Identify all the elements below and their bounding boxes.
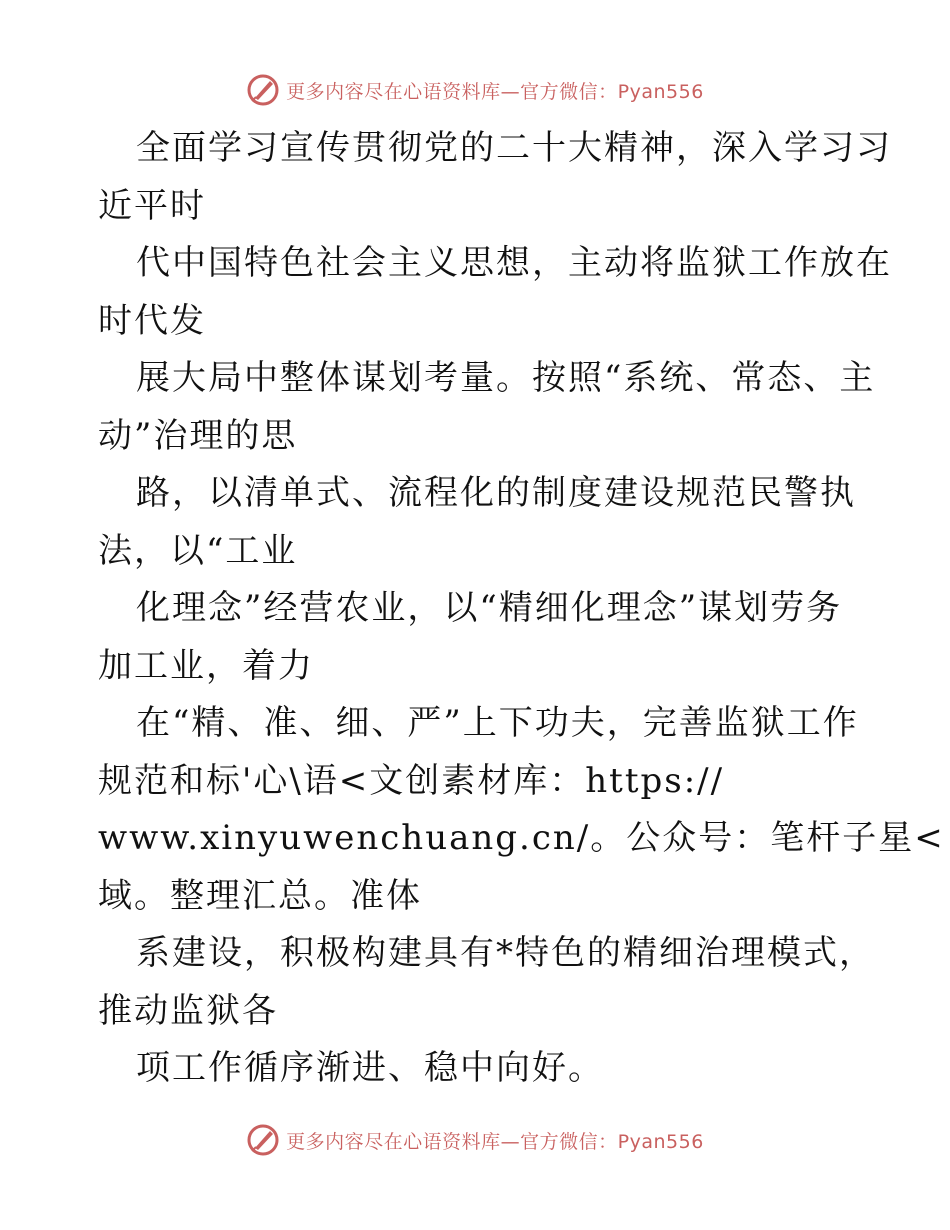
body-line: www.xinyuwenchuang.cn/。公众号：笔杆子星< (98, 818, 945, 858)
quill-logo-icon (246, 73, 280, 107)
body-line: 推动监狱各 (98, 990, 278, 1031)
footer-banner (0, 1120, 950, 1160)
header-banner-text: 更多内容尽在心语资料库—官方微信：Pyan556 (286, 80, 704, 103)
body-line: 动”治理的思 (98, 415, 298, 456)
body-line: 在“精、准、细、严”上下功夫，完善监狱工作 (136, 703, 859, 743)
body-line: 近平时 (98, 185, 206, 226)
body-line: 代中国特色社会主义思想，主动将监狱工作放在 (136, 243, 892, 283)
body-line: 法，以“工业 (98, 530, 298, 571)
body-line: 加工业，着力 (98, 645, 314, 686)
body-line: 系建设，积极构建具有*特色的精细治理模式， (136, 933, 875, 973)
body-line: 展大局中整体谋划考量。按照“系统、常态、主 (136, 358, 876, 398)
quill-logo-icon (246, 1123, 280, 1157)
footer-banner-text: 更多内容尽在心语资料库—官方微信：Pyan556 (286, 1130, 704, 1153)
body-line: 域。整理汇总。准体 (98, 875, 422, 916)
body-line: 化理念”经营农业，以“精细化理念”谋划劳务 (136, 588, 843, 628)
body-line: 时代发 (98, 300, 206, 341)
body-line: 规范和标'心\语<文创素材库：https:// (98, 760, 725, 801)
document-body (98, 120, 945, 1098)
body-line: 全面学习宣传贯彻党的二十大精神，深入学习习 (136, 128, 892, 168)
body-line: 项工作循序渐进、稳中向好。 (136, 1048, 604, 1088)
header-banner (0, 70, 950, 110)
body-line: 路，以清单式、流程化的制度建设规范民警执 (136, 473, 856, 513)
